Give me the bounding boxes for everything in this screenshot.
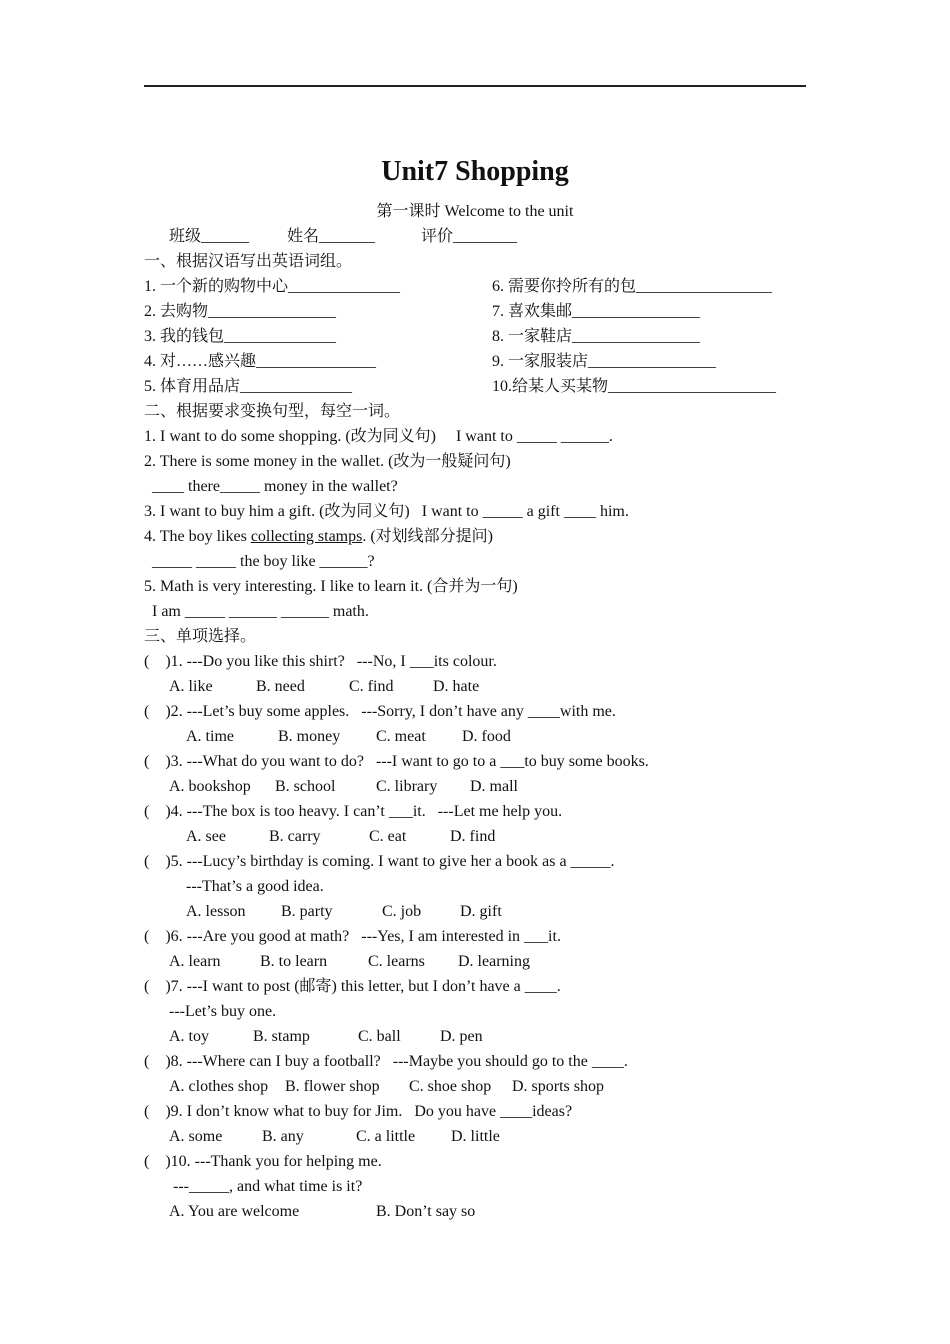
choice-option: D. food	[462, 728, 511, 745]
choice-option: B. money	[278, 728, 341, 745]
transform-question: 1. I want to do some shopping. (改为同义句) I want to _____ ______.	[144, 428, 613, 445]
choice-question: ( )2. ---Let’s buy some apples. ---Sorry, I don’t have any ____with me.	[144, 703, 616, 720]
grade-field: 评价________	[421, 228, 518, 245]
transform-question: 3. I want to buy him a gift. (改为同义句) I want to _____ a gift ____ him.	[144, 503, 629, 520]
choice-question: ( )4. ---The box is too heavy. I can’t ___it. ---Let me help you.	[144, 803, 563, 820]
choice-option: C. library	[376, 778, 438, 795]
page-title: Unit7 Shopping	[381, 156, 569, 187]
choice-question: ( )9. I don’t know what to buy for Jim. Do you have ____ideas?	[144, 1103, 573, 1120]
choice-option: C. eat	[369, 828, 407, 845]
choice-option: C. meat	[376, 728, 426, 745]
choice-option: A. time	[186, 728, 234, 745]
choice-option: B. party	[281, 903, 333, 920]
phrase-item: 5. 体育用品店______________	[144, 378, 353, 395]
choice-question: ( )10. ---Thank you for helping me.	[144, 1153, 382, 1170]
choice-option: D. find	[450, 828, 496, 845]
choice-option: D. mall	[470, 778, 518, 795]
choice-option: B. Don’t say so	[376, 1203, 476, 1220]
transform-question	[144, 526, 493, 548]
phrase-item: 7. 喜欢集邮________________	[492, 303, 701, 320]
choice-question-continued: ---Let’s buy one.	[169, 1003, 277, 1020]
transform-answer-line: ____ there_____ money in the wallet?	[152, 478, 398, 495]
choice-question: ( )7. ---I want to post (邮寄) this letter, but I don’t have a ____.	[144, 978, 561, 995]
question-text: 4. The boy likes	[144, 528, 251, 545]
choice-option: A. toy	[169, 1028, 209, 1045]
choice-option: A. You are welcome	[169, 1203, 300, 1220]
phrase-item: 6. 需要你拎所有的包_________________	[492, 278, 773, 295]
transform-question: 2. There is some money in the wallet. (改为一般疑问句)	[144, 453, 511, 470]
choice-option: B. stamp	[253, 1028, 310, 1045]
phrase-item: 8. 一家鞋店________________	[492, 328, 701, 345]
choice-option: A. like	[169, 678, 213, 695]
phrase-item: 4. 对……感兴趣_______________	[144, 353, 377, 370]
section3-heading: 三、单项选择。	[144, 628, 257, 645]
question-text: . (对划线部分提问)	[362, 528, 494, 545]
choice-option: C. shoe shop	[409, 1078, 492, 1095]
choice-option: A. bookshop	[169, 778, 251, 795]
section1-heading: 一、根据汉语写出英语词组。	[144, 253, 353, 270]
choice-option: B. carry	[269, 828, 321, 845]
choice-option: B. need	[256, 678, 305, 695]
choice-question: ( )5. ---Lucy’s birthday is coming. I want to give her a book as a _____.	[144, 853, 615, 870]
choice-question: ( )8. ---Where can I buy a football? ---Maybe you should go to the ____.	[144, 1053, 628, 1070]
choice-option: D. little	[451, 1128, 500, 1145]
choice-option: A. see	[186, 828, 226, 845]
choice-option: B. any	[262, 1128, 304, 1145]
choice-question: ( )1. ---Do you like this shirt? ---No, I ___its colour.	[144, 653, 497, 670]
choice-question: ( )6. ---Are you good at math? ---Yes, I am interested in ___it.	[144, 928, 561, 945]
choice-option: D. pen	[440, 1028, 483, 1045]
choice-question-continued: ---That’s a good idea.	[186, 878, 324, 895]
choice-option: C. ball	[358, 1028, 401, 1045]
transform-question: 5. Math is very interesting. I like to learn it. (合并为一句)	[144, 578, 518, 595]
choice-option: A. some	[169, 1128, 223, 1145]
name-field: 姓名_______	[287, 228, 376, 245]
phrase-item: 10.给某人买某物_____________________	[492, 378, 777, 395]
phrase-item: 3. 我的钱包______________	[144, 328, 337, 345]
transform-answer-line: _____ _____ the boy like ______?	[152, 553, 375, 570]
choice-option: C. learns	[368, 953, 425, 970]
section2-heading: 二、根据要求变换句型，每空一词。	[144, 403, 401, 420]
choice-option: A. learn	[169, 953, 221, 970]
choice-option: D. learning	[458, 953, 530, 970]
underlined-phrase: collecting stamps	[250, 528, 363, 545]
choice-option: B. to learn	[260, 953, 328, 970]
choice-option: B. flower shop	[285, 1078, 380, 1095]
choice-option: D. sports shop	[512, 1078, 605, 1095]
phrase-item: 9. 一家服装店________________	[492, 353, 717, 370]
lesson-subtitle: 第一课时 Welcome to the unit	[376, 203, 574, 220]
choice-option: B. school	[275, 778, 336, 795]
choice-option: A. lesson	[186, 903, 246, 920]
choice-option: A. clothes shop	[169, 1078, 269, 1095]
choice-option: D. gift	[460, 903, 502, 920]
choice-option: C. find	[349, 678, 394, 695]
choice-option: D. hate	[433, 678, 480, 695]
choice-question: ( )3. ---What do you want to do? ---I want to go to a ___to buy some books.	[144, 753, 649, 770]
choice-question-continued: ---_____, and what time is it?	[173, 1178, 363, 1195]
class-field: 班级______	[169, 228, 250, 245]
choice-option: C. job	[382, 903, 422, 920]
header-rule	[144, 85, 806, 87]
phrase-item: 1. 一个新的购物中心______________	[144, 278, 401, 295]
phrase-item: 2. 去购物________________	[144, 303, 337, 320]
choice-option: C. a little	[356, 1128, 416, 1145]
transform-answer-line: I am _____ ______ ______ math.	[152, 603, 369, 620]
